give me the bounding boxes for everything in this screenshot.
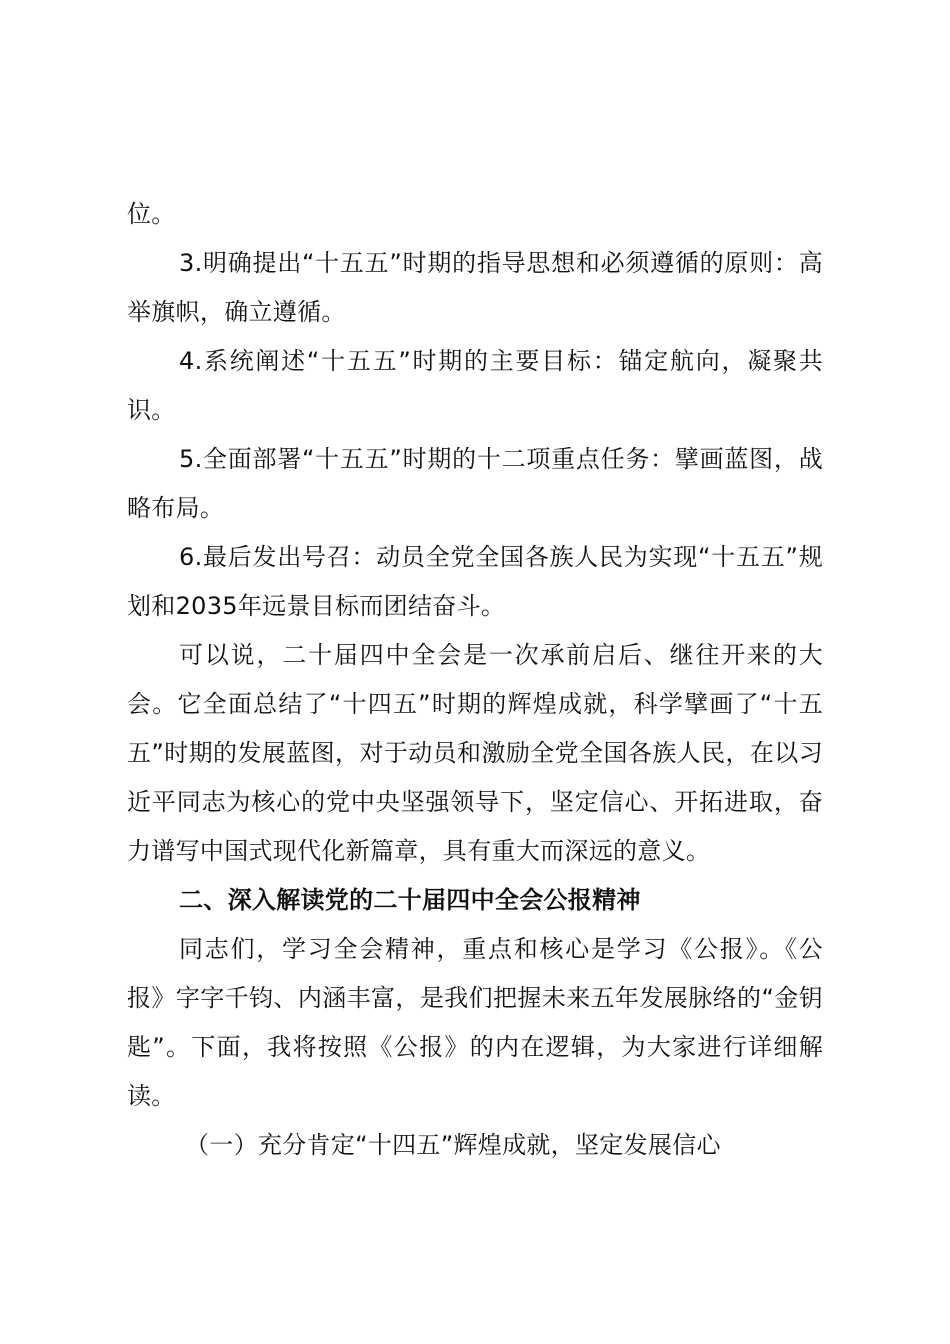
para-item-5: 5.全面部署“十五五”时期的十二项重点任务：擘画蓝图，战略布局。 xyxy=(127,445,823,522)
document-body xyxy=(127,190,823,1170)
para-summary: 可以说，二十届四中全会是一次承前启后、继往开来的大会。它全面总结了“十四五”时期的辉煌成就，科学擘画了“十五五”时期的发展蓝图，对于动员和激励全党全国各族人民，在以习近平同志为核心的党中央坚强领导下，坚定信心、开拓进取，奋力谱写中国式现代化新篇章，具有重大而深远的意义。 xyxy=(127,641,823,865)
sub-heading: （一）充分肯定“十四五”辉煌成就，坚定发展信心 xyxy=(185,1131,721,1159)
para-item-3: 3.明确提出“十五五”时期的指导思想和必须遵循的原则：高举旗帜，确立遵循。 xyxy=(127,249,823,326)
para-intro: 同志们，学习全会精神，重点和核心是学习《公报》。《公报》字字千钧、内涵丰富，是我们把握未来五年发展脉络的“金钥匙”。下面，我将按照《公报》的内在逻辑，为大家进行详细解读。 xyxy=(127,935,823,1110)
para-item-6: 6.最后发出号召：动员全党全国各族人民为实现“十五五”规划和2035年远景目标而团结奋斗。 xyxy=(127,543,823,620)
section-heading: 二、深入解读党的二十届四中全会公报精神 xyxy=(179,886,641,914)
para-continuation: 位。 xyxy=(127,200,176,228)
para-item-4: 4.系统阐述“十五五”时期的主要目标：锚定航向，凝聚共识。 xyxy=(127,347,823,424)
